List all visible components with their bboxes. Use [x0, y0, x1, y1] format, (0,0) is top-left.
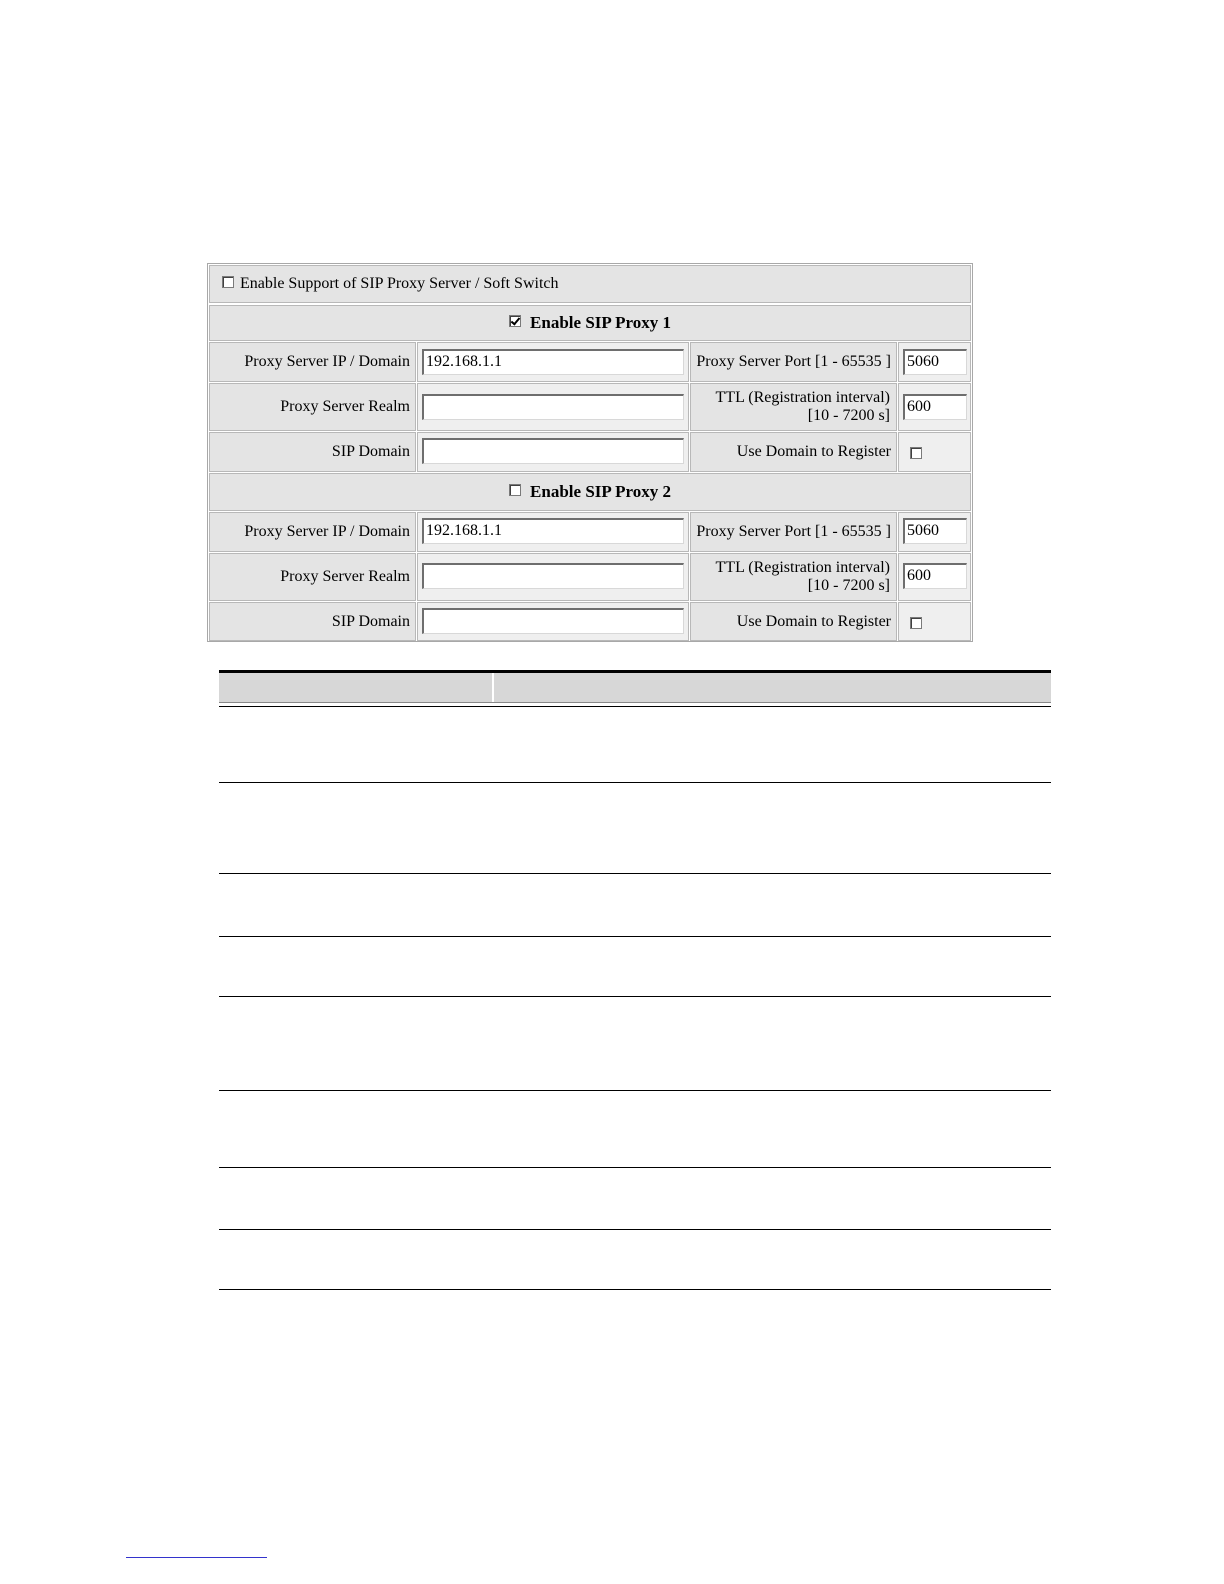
table-row	[219, 937, 1051, 997]
proxy2-ttl-cell	[898, 553, 971, 601]
enable-support-row	[209, 265, 971, 303]
table-row	[219, 1230, 1051, 1290]
proxy1-ip-label-cell	[209, 342, 416, 382]
proxy2-ttl-label-cell	[690, 553, 897, 601]
proxy1-ttl-label-line2: [10 - 7200 s]	[807, 407, 890, 424]
proxy1-use-domain-cell	[898, 432, 971, 472]
proxy2-domain-label-cell	[209, 602, 416, 641]
proxy1-domain-label: SIP Domain	[331, 443, 410, 460]
proxy2-ttl-label-line2: [10 - 7200 s]	[807, 577, 890, 594]
proxy2-use-domain-label-cell	[690, 602, 897, 641]
proxy1-domain-label-cell	[209, 432, 416, 472]
proxy1-port-cell	[898, 342, 971, 382]
proxy1-domain-input[interactable]	[422, 438, 684, 464]
proxy2-ip-input[interactable]: 192.168.1.1	[422, 518, 684, 544]
proxy2-ttl-input[interactable]: 600	[903, 563, 967, 589]
enable-proxy2-label: Enable SIP Proxy 2	[530, 482, 671, 501]
proxy2-port-label-cell	[690, 512, 897, 552]
proxy2-port-cell	[898, 512, 971, 552]
proxy2-ip-cell	[417, 512, 689, 552]
proxy2-domain-cell	[417, 602, 689, 641]
proxy2-realm-input[interactable]	[422, 563, 684, 589]
proxy1-use-domain-label-cell	[690, 432, 897, 472]
enable-proxy1-label: Enable SIP Proxy 1	[530, 313, 671, 332]
enable-proxy2-checkbox[interactable]	[509, 484, 521, 496]
proxy1-port-label-cell	[690, 342, 897, 382]
proxy1-realm-cell	[417, 383, 689, 431]
sip-proxy-panel	[207, 263, 973, 642]
proxy2-realm-label-cell	[209, 553, 416, 601]
table-row	[219, 997, 1051, 1091]
proxy2-ip-label: Proxy Server IP / Domain	[244, 523, 410, 540]
proxy2-realm-label: Proxy Server Realm	[280, 568, 410, 585]
proxy1-use-domain-checkbox[interactable]	[910, 447, 922, 459]
proxy1-realm-label-cell	[209, 383, 416, 431]
proxy1-ttl-label-cell	[690, 383, 897, 431]
description-table	[219, 670, 1051, 1290]
proxy1-realm-label: Proxy Server Realm	[280, 398, 410, 415]
proxy1-ttl-cell	[898, 383, 971, 431]
proxy1-ttl-label-line1: TTL (Registration interval)	[715, 389, 890, 406]
table-row	[219, 1168, 1051, 1230]
proxy1-ttl-input[interactable]: 600	[903, 394, 967, 420]
proxy1-realm-input[interactable]	[422, 394, 684, 420]
enable-support-checkbox[interactable]	[222, 276, 234, 288]
table-row	[219, 874, 1051, 937]
proxy2-use-domain-checkbox[interactable]	[910, 617, 922, 629]
proxy2-ttl-label-line1: TTL (Registration interval)	[715, 559, 890, 576]
proxy1-port-label: Proxy Server Port [1 - 65535 ]	[696, 353, 891, 370]
proxy2-domain-label: SIP Domain	[331, 612, 410, 630]
proxy1-ip-cell	[417, 342, 689, 382]
proxy1-ip-input[interactable]: 192.168.1.1	[422, 349, 684, 375]
table-row	[219, 1091, 1051, 1168]
enable-support-label: Enable Support of SIP Proxy Server / Soft Switch	[240, 275, 559, 292]
description-table-header	[219, 670, 1051, 703]
header-column-divider	[492, 673, 494, 702]
enable-proxy1-checkbox[interactable]	[509, 315, 521, 327]
footnote-separator	[126, 1557, 267, 1558]
proxy2-use-domain-cell	[898, 602, 971, 641]
proxy1-domain-cell	[417, 432, 689, 472]
proxy2-port-input[interactable]: 5060	[903, 518, 967, 544]
proxy2-domain-input[interactable]	[422, 608, 684, 634]
proxy2-ip-label-cell	[209, 512, 416, 552]
proxy2-header	[209, 473, 971, 511]
proxy1-port-input[interactable]: 5060	[903, 349, 967, 375]
proxy2-port-label: Proxy Server Port [1 - 65535 ]	[696, 523, 891, 540]
proxy2-use-domain-label: Use Domain to Register	[736, 612, 891, 630]
proxy2-realm-cell	[417, 553, 689, 601]
proxy1-ip-label: Proxy Server IP / Domain	[244, 353, 410, 370]
proxy1-use-domain-label: Use Domain to Register	[736, 443, 891, 460]
table-row	[219, 783, 1051, 874]
table-row	[219, 706, 1051, 783]
proxy1-header	[209, 305, 971, 341]
